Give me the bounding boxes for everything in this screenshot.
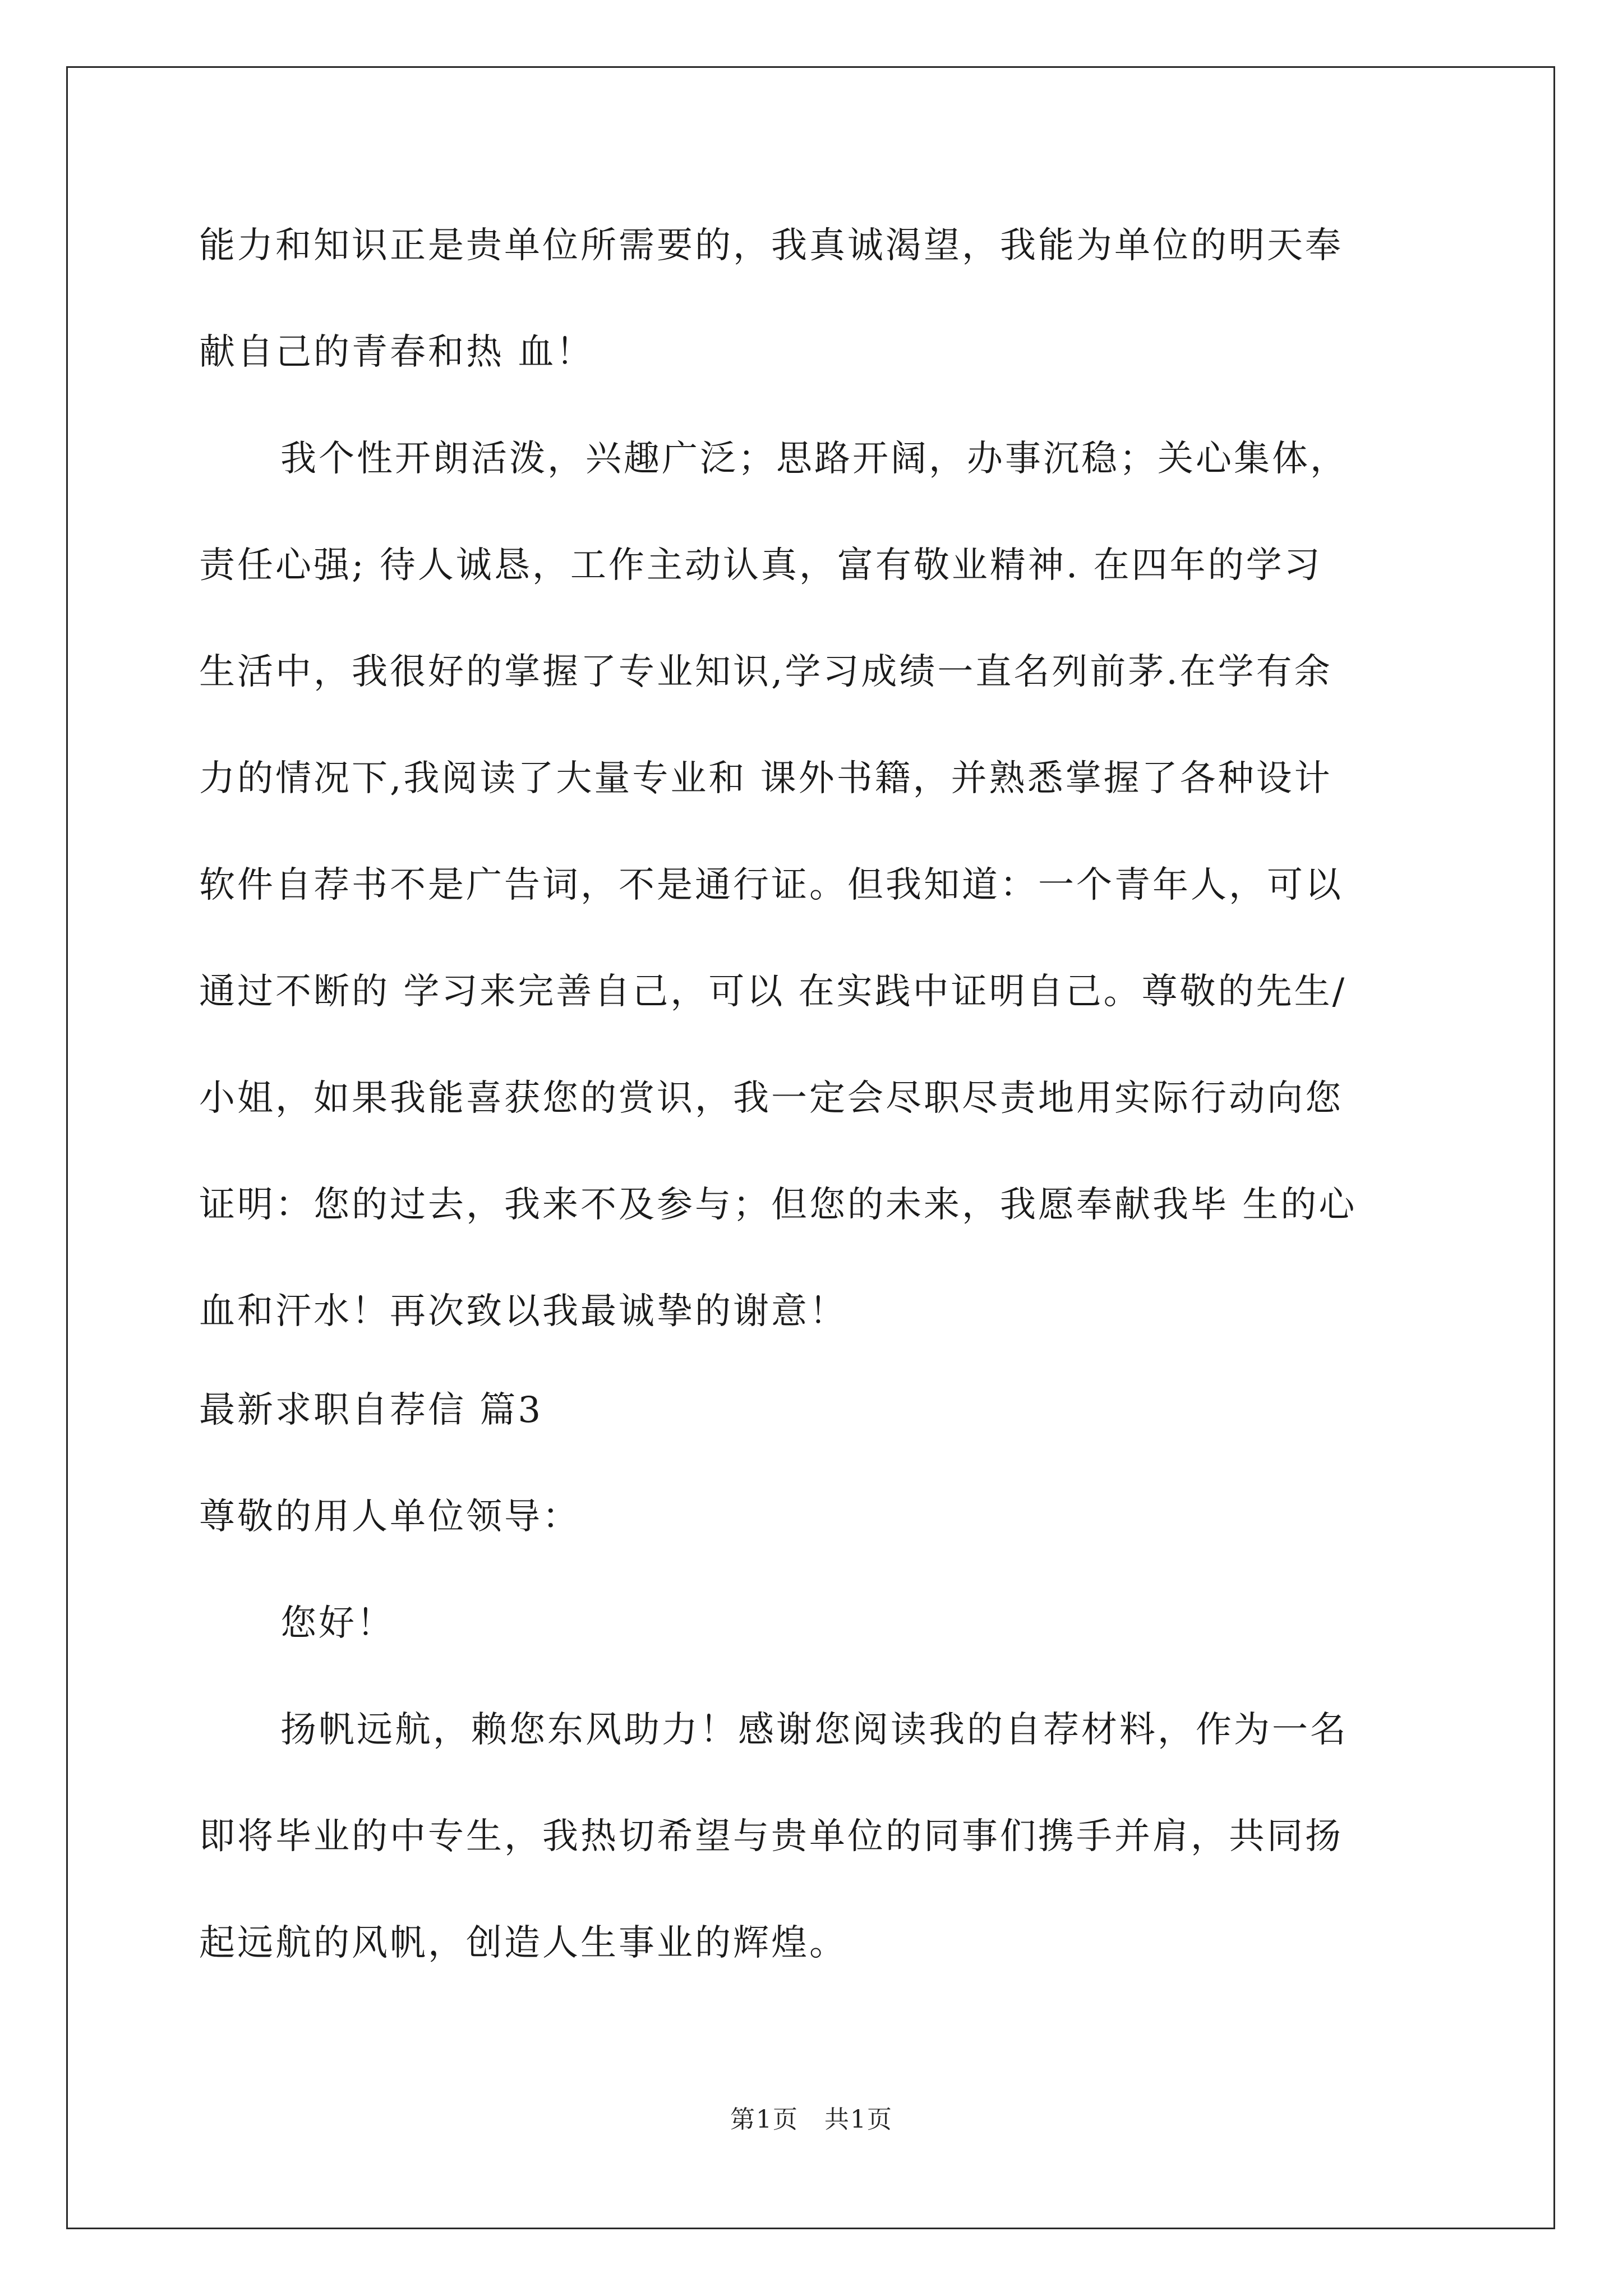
text-line: 献自己的青春和热 血！ <box>199 332 594 373</box>
text-line: 小姐，如果我能喜获您的赏识，我一定会尽职尽责地用实际行动向您 <box>199 1078 1343 1119</box>
text-line: 通过不断的 学习来完善自己，可以 在实践中证明自己。尊敬的先生/ <box>199 971 1347 1013</box>
text-line: 力的情况下,我阅读了大量专业和 课外书籍，并熟悉掌握了各种设计 <box>199 758 1332 799</box>
text-line: 生活中，我很好的掌握了专业知识,学习成绩一直名列前茅.在学有余 <box>199 651 1332 693</box>
paragraph-start: 我个性开朗活泼，兴趣广泛；思路开阔，办事沉稳；关心集体， <box>280 438 1348 480</box>
document-body <box>199 218 1427 1971</box>
text-line: 起远航的风帆，创造人生事业的辉煌。 <box>199 1922 847 1964</box>
page-footer: 第1页 共1页 <box>730 2105 893 2134</box>
text-line: 软件自荐书不是广告词，不是通行证。但我知道：一个青年人，可以 <box>199 864 1343 906</box>
section-heading: 最新求职自荐信 篇3 <box>199 1389 543 1431</box>
text-line: 证明：您的过去，我来不及参与；但您的未来，我愿奉献我毕 生的心 <box>199 1184 1357 1226</box>
salutation: 尊敬的用人单位领导： <box>199 1496 580 1538</box>
greeting: 您好！ <box>280 1603 395 1644</box>
text-line: 能力和知识正是贵单位所需要的，我真诚渴望，我能为单位的明天奉 <box>199 225 1343 266</box>
paragraph-start: 扬帆远航，赖您东风助力！感谢您阅读我的自荐材料，作为一名 <box>280 1709 1348 1751</box>
text-line: 即将毕业的中专生，我热切希望与贵单位的同事们携手并肩，共同扬 <box>199 1816 1343 1857</box>
text-line: 责任心强; 待人诚恳，工作主动认真，富有敬业精神. 在四年的学习 <box>199 545 1322 586</box>
text-line: 血和汗水！再次致以我最诚挚的谢意！ <box>199 1291 847 1332</box>
